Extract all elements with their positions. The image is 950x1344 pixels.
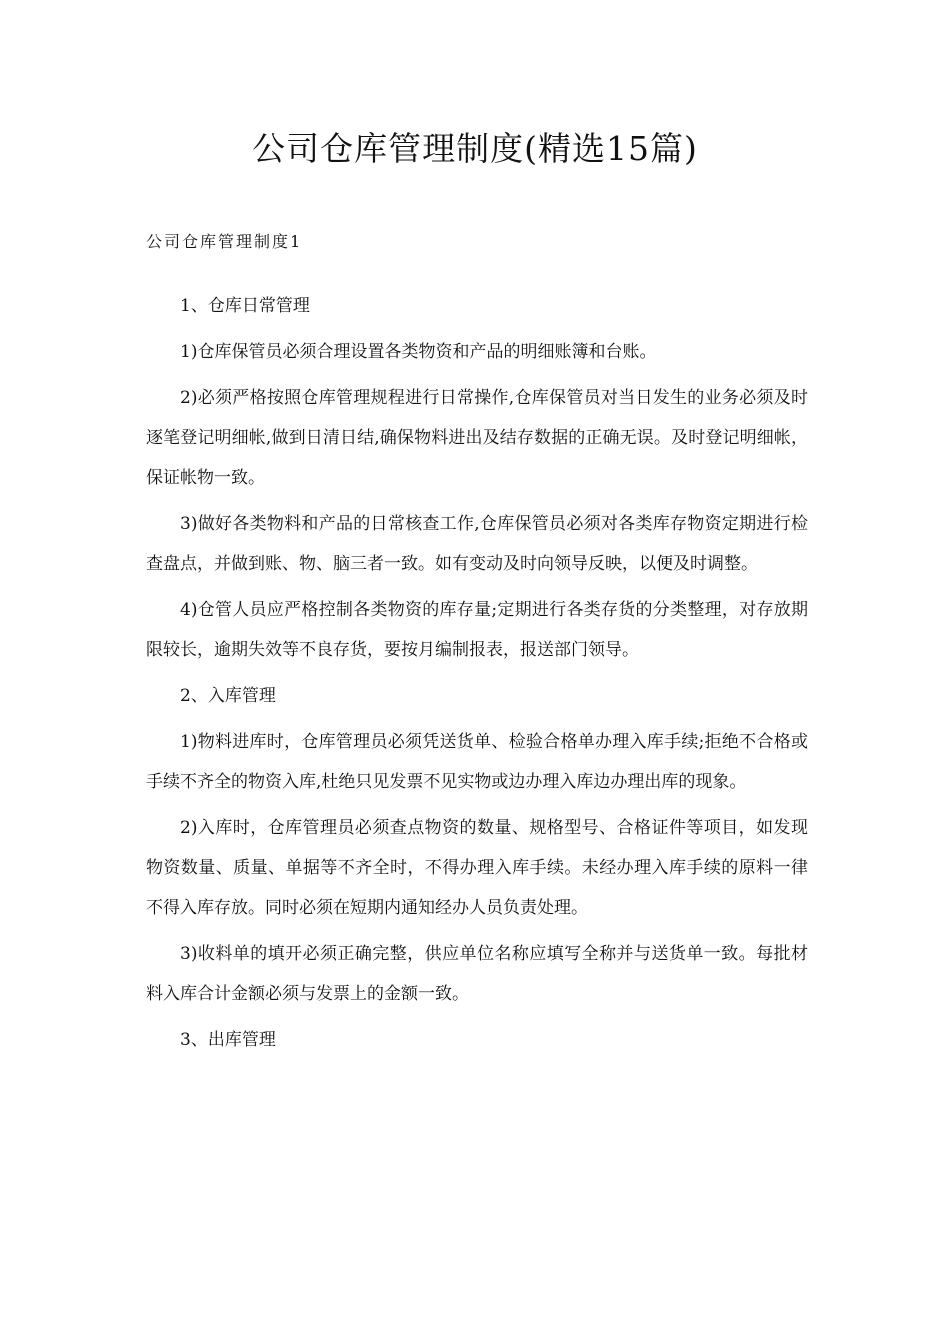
heading-daily-management: 1、仓库日常管理 (180, 296, 310, 316)
paragraph: 1)仓库保管员必须合理设置各类物资和产品的明细账簿和台账。 (180, 342, 657, 362)
paragraph: 4)仓管人员应严格控制各类物资的库存量;定期进行各类存货的分类整理，对存放期限较长，逾期失效等不良存货，要按月编制报表，报送部门领导。 (146, 600, 808, 660)
paragraph: 1)物料进库时，仓库管理员必须凭送货单、检验合格单办理入库手续;拒绝不合格或手续不齐全的物资入库,杜绝只见发票不见实物或边办理入库边办理出库的现象。 (146, 732, 808, 792)
paragraph: 3)收料单的填开必须正确完整，供应单位名称应填写全称并与送货单一致。每批材料入库合计金额必须与发票上的金额一致。 (146, 944, 808, 1004)
paragraph: 2)入库时，仓库管理员必须查点物资的数量、规格型号、合格证件等项目，如发现物资数量、质量、单据等不齐全时，不得办理入库手续。未经办理入库手续的原料一律不得入库存放。同时必须在短期内通知经办人员负责处理。 (146, 818, 808, 918)
section-title: 公司仓库管理制度1 (146, 232, 303, 251)
document-title: 公司仓库管理制度(精选15篇) (252, 129, 698, 168)
paragraph: 2)必须严格按照仓库管理规程进行日常操作,仓库保管员对当日发生的业务必须及时逐笔登记明细帐,做到日清日结,确保物料进出及结存数据的正确无误。及时登记明细帐，保证帐物一致。 (146, 388, 808, 488)
heading-outbound-management: 3、出库管理 (180, 1030, 276, 1050)
paragraph: 3)做好各类物料和产品的日常核查工作,仓库保管员必须对各类库存物资定期进行检查盘点，并做到账、物、脑三者一致。如有变动及时向领导反映，以便及时调整。 (146, 514, 808, 574)
document-body (146, 286, 808, 1060)
heading-inbound-management: 2、入库管理 (180, 686, 276, 706)
